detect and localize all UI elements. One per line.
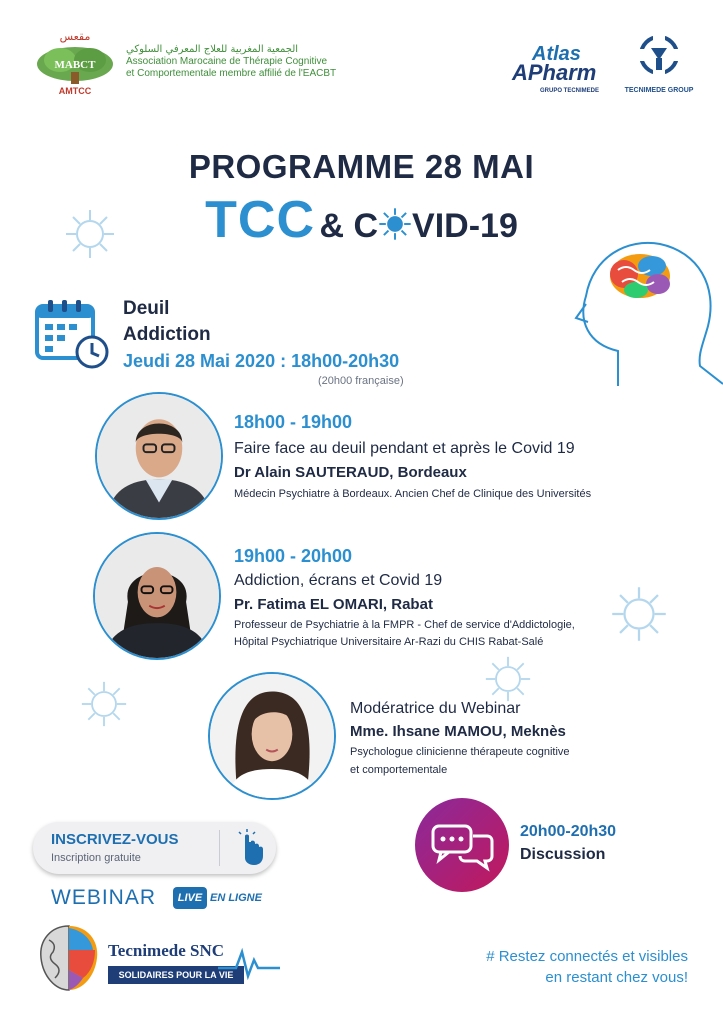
association-name-fr-1: Association Marocaine de Thérapie Cognitive	[126, 56, 328, 67]
session-date: Jeudi 28 Mai 2020 : 18h00-20h30	[123, 351, 400, 371]
talk1-time: 18h00 - 19h00	[234, 412, 353, 432]
register-button-divider	[219, 830, 220, 866]
association-name-fr-2: et Comportementale membre affilié de l'EACBT	[126, 68, 337, 79]
virus-decoration-icon	[484, 655, 532, 703]
topic-deuil: Deuil	[123, 298, 170, 319]
en-ligne-label: EN LIGNE	[210, 892, 262, 904]
apharm-text: APharm	[512, 60, 597, 85]
tecnimede-tagline: SOLIDAIRES POUR LA VIE	[108, 966, 244, 984]
calendar-clock-icon	[34, 298, 112, 370]
speaker-photo-sauteraud	[95, 392, 223, 520]
speaker-portrait-icon	[95, 534, 219, 658]
logo-amtcc-text: AMTCC	[58, 86, 92, 96]
pointer-hand-icon	[229, 828, 269, 868]
talk2-title: Addiction, écrans et Covid 19	[234, 572, 443, 589]
talk1-description: Médecin Psychiatre à Bordeaux. Ancien Chef de Clinique des Universités	[234, 488, 592, 500]
virus-decoration-icon	[80, 680, 128, 728]
register-button-label: INSCRIVEZ-VOUS	[51, 831, 179, 848]
atlas-text: Atlas	[532, 43, 581, 65]
moderator-title: Modératrice du Webinar	[350, 700, 521, 717]
talk2-speaker: Pr. Fatima EL OMARI, Rabat	[234, 596, 433, 613]
talk2-description-line2: Hôpital Psychiatrique Universitaire Ar-Razi du CHIS Rabat-Salé	[234, 636, 544, 648]
moderator-description-line1: Psychologue clinicienne thérapeute cognitive	[350, 746, 570, 758]
discussion-time: 20h00-20h30	[520, 823, 617, 840]
association-name	[126, 44, 366, 80]
atlas-apharm-logo	[510, 40, 610, 95]
stay-connected-line2: en restant chez vous!	[545, 969, 688, 986]
tecnimede-group-name: TECNIMEDE GROUP	[624, 87, 694, 94]
live-badge: LIVE	[173, 887, 207, 909]
tecnimede-group-logo	[620, 30, 698, 102]
association-name-arabic: الجمعية المغربية للعلاج المعرفي السلوكي	[126, 44, 299, 55]
speaker-portrait-icon	[210, 674, 334, 798]
covid-title-suffix: VID-19	[412, 207, 518, 245]
tecnimede-emblem-icon	[629, 30, 689, 80]
tecnimede-snc-brand: Tecnimede SNC	[108, 941, 225, 960]
head-brain-icon	[548, 226, 723, 391]
talk1-speaker: Dr Alain SAUTERAUD, Bordeaux	[234, 464, 467, 481]
logo-mabct-text: MABCT	[54, 59, 96, 71]
discussion-label: Discussion	[520, 846, 606, 863]
stay-connected-line1: # Restez connectés et visibles	[486, 948, 688, 965]
moderator-name: Mme. Ihsane MAMOU, Meknès	[350, 723, 566, 740]
speaker-photo-elomari	[93, 532, 221, 660]
moderator-photo-mamou	[208, 672, 336, 800]
talk1-title: Faire face au deuil pendant et après le Covid 19	[234, 440, 575, 457]
register-button-subtitle: Inscription gratuite	[51, 852, 141, 864]
topic-addiction: Addiction	[123, 324, 211, 345]
tecnimede-brain-logo-icon	[35, 920, 103, 995]
chat-bubbles-icon	[415, 798, 509, 892]
tcc-title-text: TCC	[205, 191, 316, 249]
programme-title: PROGRAMME 28 MAI	[188, 148, 535, 185]
virus-decoration-icon	[610, 585, 668, 643]
talk2-time: 19h00 - 20h00	[234, 546, 353, 566]
speaker-portrait-icon	[97, 394, 221, 518]
talk2-description-line1: Professeur de Psychiatrie à la FMPR - Chef de service d'Addictologie,	[234, 619, 575, 631]
logo-arabic-text: مقعس	[59, 30, 91, 43]
grupo-tecnimede-text: GRUPO TECNIMEDE	[540, 88, 600, 94]
register-button[interactable]	[33, 822, 276, 874]
covid-title-prefix: & C	[319, 207, 379, 245]
coronavirus-o-icon	[378, 207, 412, 241]
heartbeat-line-icon	[218, 944, 280, 980]
webinar-label: WEBINAR	[51, 886, 157, 909]
association-logo	[30, 28, 120, 98]
discussion-badge	[415, 798, 509, 892]
session-time-note: (20h00 française)	[318, 375, 404, 387]
moderator-description-line2: et comportementale	[350, 764, 448, 776]
